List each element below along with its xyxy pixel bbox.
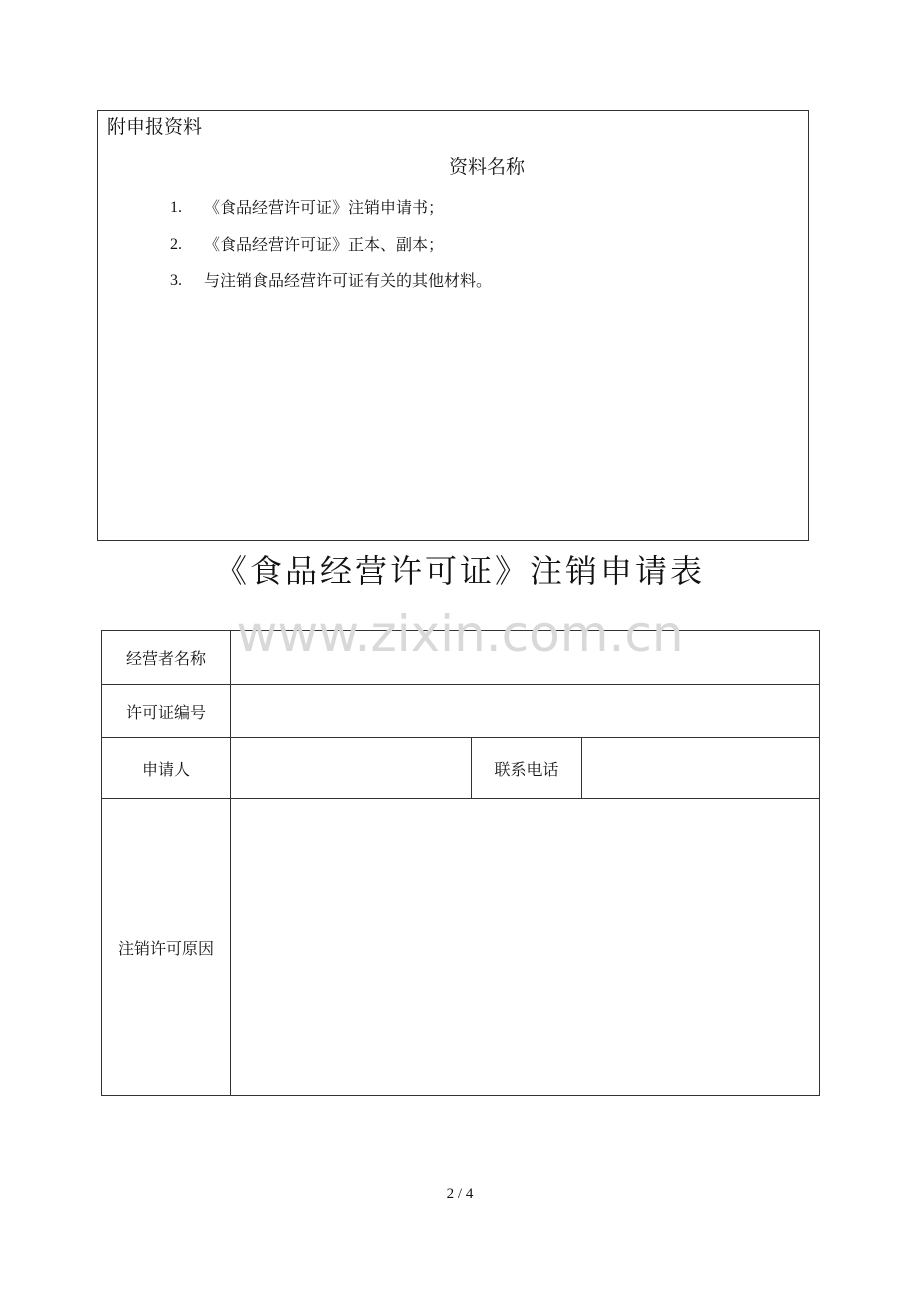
table-row — [102, 685, 820, 738]
list-item-number: 2. — [170, 235, 182, 253]
list-item — [170, 234, 492, 271]
application-form-table — [101, 630, 820, 1096]
list-item-text: 《食品经营许可证》注销申请书； — [204, 198, 445, 217]
table-row — [102, 738, 820, 799]
attachment-section — [97, 110, 809, 541]
operator-name-label: 经营者名称 — [102, 631, 231, 685]
operator-name-field[interactable] — [231, 631, 820, 685]
list-item — [170, 197, 492, 234]
phone-field[interactable] — [582, 738, 820, 799]
applicant-field[interactable] — [231, 738, 472, 799]
form-title: 《食品经营许可证》注销申请表 — [214, 552, 705, 590]
list-item-number: 3. — [170, 272, 182, 289]
phone-label: 联系电话 — [472, 738, 582, 799]
attachment-list — [170, 197, 492, 307]
attachment-subheading: 资料名称 — [448, 156, 525, 178]
attachment-heading: 附申报资料 — [107, 116, 203, 138]
license-number-label: 许可证编号 — [102, 685, 231, 738]
reason-label: 注销许可原因 — [102, 799, 231, 1096]
page-number: 2 / 4 — [446, 1186, 474, 1202]
reason-field[interactable] — [231, 799, 820, 1096]
table-row — [102, 799, 820, 1096]
table-row — [102, 631, 820, 685]
watermark: www.zixin.com.cn — [236, 605, 684, 663]
list-item — [170, 270, 492, 307]
applicant-label: 申请人 — [102, 738, 231, 799]
list-item-text: 与注销食品经营许可证有关的其他材料。 — [204, 271, 493, 290]
list-item-text: 《食品经营许可证》正本、副本； — [204, 234, 445, 254]
license-number-field[interactable] — [231, 685, 820, 738]
list-item-number: 1. — [170, 199, 182, 216]
